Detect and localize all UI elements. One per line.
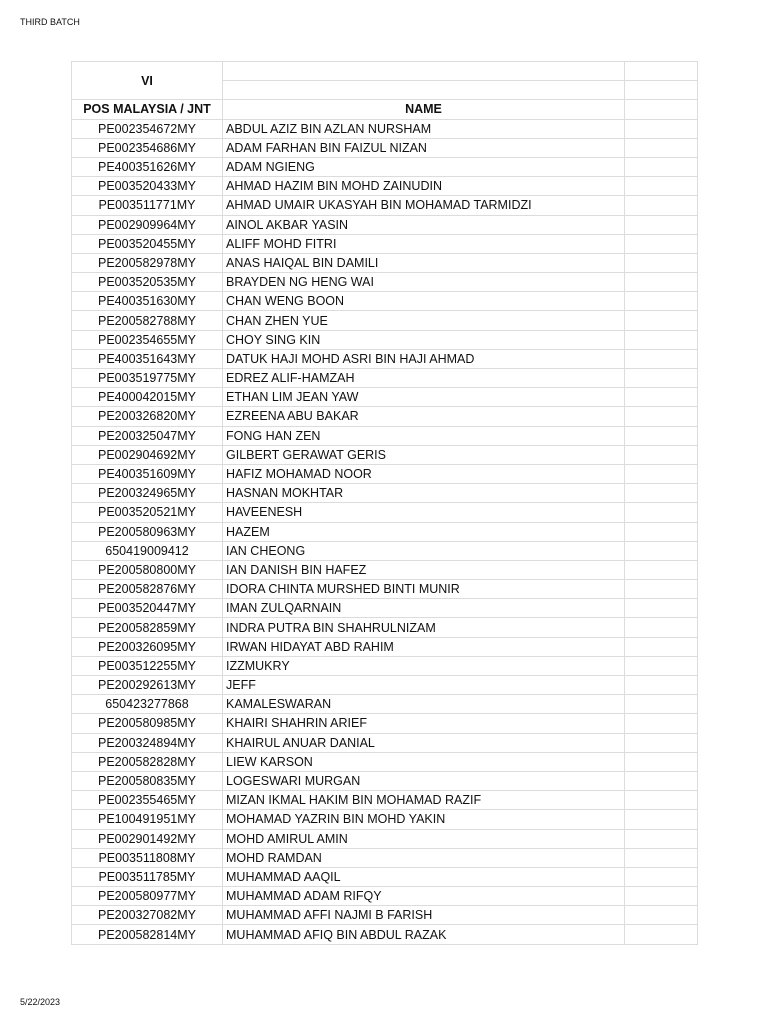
column-header-name: NAME — [223, 100, 625, 119]
blank-cell — [625, 445, 698, 464]
tracking-code-cell: PE200580800MY — [72, 560, 223, 579]
blank-cell — [223, 62, 625, 81]
recipient-name-cell: ALIFF MOHD FITRI — [223, 234, 625, 253]
table-row — [72, 656, 698, 675]
table-row — [72, 637, 698, 656]
tracking-code-cell: PE400351609MY — [72, 464, 223, 483]
tracking-code-cell: PE200582814MY — [72, 925, 223, 944]
recipient-name-cell: IAN CHEONG — [223, 541, 625, 560]
tracking-code-cell: PE100491951MY — [72, 810, 223, 829]
recipient-name-cell: ADAM NGIENG — [223, 157, 625, 176]
table-row — [72, 215, 698, 234]
batch-label: THIRD BATCH — [20, 17, 80, 27]
blank-cell — [625, 503, 698, 522]
blank-cell — [625, 388, 698, 407]
tracking-code-cell: PE200582876MY — [72, 580, 223, 599]
recipient-name-cell: EDREZ ALIF-HAMZAH — [223, 369, 625, 388]
recipient-name-cell: HAFIZ MOHAMAD NOOR — [223, 464, 625, 483]
tracking-code-cell: PE003520535MY — [72, 273, 223, 292]
tracking-code-cell: PE003520433MY — [72, 177, 223, 196]
blank-cell — [625, 714, 698, 733]
blank-cell — [625, 273, 698, 292]
blank-cell — [625, 349, 698, 368]
blank-cell — [625, 253, 698, 272]
blank-cell — [625, 464, 698, 483]
table-row — [72, 234, 698, 253]
table-row — [72, 560, 698, 579]
table-row — [72, 810, 698, 829]
recipient-name-cell: MOHD AMIRUL AMIN — [223, 829, 625, 848]
recipient-name-cell: INDRA PUTRA BIN SHAHRULNIZAM — [223, 618, 625, 637]
recipient-name-cell: KHAIRI SHAHRIN ARIEF — [223, 714, 625, 733]
blank-cell — [625, 771, 698, 790]
table-row — [72, 522, 698, 541]
table-row — [72, 177, 698, 196]
tracking-code-cell: PE002355465MY — [72, 791, 223, 810]
recipient-name-cell: MUHAMMAD AFFI NAJMI B FARISH — [223, 906, 625, 925]
tracking-code-cell: PE200582859MY — [72, 618, 223, 637]
blank-cell — [625, 292, 698, 311]
table-row — [72, 695, 698, 714]
tracking-code-cell: PE003512255MY — [72, 656, 223, 675]
blank-cell — [625, 541, 698, 560]
table-row — [72, 253, 698, 272]
blank-cell — [625, 618, 698, 637]
table-row — [72, 426, 698, 445]
table-row — [72, 906, 698, 925]
table-row — [72, 119, 698, 138]
recipient-name-cell: DATUK HAJI MOHD ASRI BIN HAJI AHMAD — [223, 349, 625, 368]
tracking-code-cell: PE200580985MY — [72, 714, 223, 733]
blank-cell — [625, 522, 698, 541]
tracking-code-cell: PE003520455MY — [72, 234, 223, 253]
recipient-name-cell: CHOY SING KIN — [223, 330, 625, 349]
table-row — [72, 349, 698, 368]
column-header-code: POS MALAYSIA / JNT — [72, 100, 223, 119]
tracking-code-cell: PE200582978MY — [72, 253, 223, 272]
blank-cell — [625, 369, 698, 388]
tracking-code-cell: PE200326820MY — [72, 407, 223, 426]
tracking-code-cell: PE400351626MY — [72, 157, 223, 176]
tracking-code-cell: PE200327082MY — [72, 906, 223, 925]
tracking-code-cell: PE003511808MY — [72, 848, 223, 867]
blank-cell — [223, 81, 625, 100]
recipient-name-cell: ANAS HAIQAL BIN DAMILI — [223, 253, 625, 272]
blank-cell — [625, 752, 698, 771]
tracking-code-cell: PE400351630MY — [72, 292, 223, 311]
table-row — [72, 676, 698, 695]
table-row — [72, 196, 698, 215]
recipient-name-cell: IAN DANISH BIN HAFEZ — [223, 560, 625, 579]
blank-cell — [625, 810, 698, 829]
table-row — [72, 848, 698, 867]
tracking-code-cell: PE200582828MY — [72, 752, 223, 771]
recipient-name-cell: MUHAMMAD AFIQ BIN ABDUL RAZAK — [223, 925, 625, 944]
blank-cell — [625, 138, 698, 157]
table-row — [72, 925, 698, 944]
table-row — [72, 791, 698, 810]
tracking-code-cell: PE003520521MY — [72, 503, 223, 522]
blank-cell — [625, 599, 698, 618]
print-date: 5/22/2023 — [20, 997, 61, 1007]
tracking-code-cell: PE002901492MY — [72, 829, 223, 848]
blank-cell — [625, 906, 698, 925]
recipient-name-cell: ETHAN LIM JEAN YAW — [223, 388, 625, 407]
blank-cell — [625, 330, 698, 349]
recipient-name-cell: HAVEENESH — [223, 503, 625, 522]
recipient-name-cell: LOGESWARI MURGAN — [223, 771, 625, 790]
tracking-code-cell: PE200580963MY — [72, 522, 223, 541]
tracking-code-cell: 650419009412 — [72, 541, 223, 560]
tracking-code-cell: PE002904692MY — [72, 445, 223, 464]
blank-cell — [625, 215, 698, 234]
recipient-name-cell: AHMAD UMAIR UKASYAH BIN MOHAMAD TARMIDZI — [223, 196, 625, 215]
blank-cell — [625, 81, 698, 100]
blank-cell — [625, 311, 698, 330]
table-row — [72, 292, 698, 311]
recipient-name-cell: AINOL AKBAR YASIN — [223, 215, 625, 234]
table-row — [72, 829, 698, 848]
blank-cell — [625, 407, 698, 426]
recipient-name-cell: IZZMUKRY — [223, 656, 625, 675]
table-row — [72, 388, 698, 407]
blank-cell — [625, 925, 698, 944]
tracking-code-cell: PE003519775MY — [72, 369, 223, 388]
recipient-name-cell: IMAN ZULQARNAIN — [223, 599, 625, 618]
recipient-name-cell: MUHAMMAD ADAM RIFQY — [223, 887, 625, 906]
table-row — [72, 541, 698, 560]
blank-cell — [625, 119, 698, 138]
blank-cell — [625, 637, 698, 656]
tracking-code-cell: PE400042015MY — [72, 388, 223, 407]
recipient-name-cell: EZREENA ABU BAKAR — [223, 407, 625, 426]
tracking-code-cell: PE200580835MY — [72, 771, 223, 790]
blank-cell — [625, 196, 698, 215]
tracking-code-cell: 650423277868 — [72, 695, 223, 714]
recipient-name-cell: KHAIRUL ANUAR DANIAL — [223, 733, 625, 752]
tracking-code-cell: PE003520447MY — [72, 599, 223, 618]
recipient-table — [71, 61, 698, 945]
recipient-name-cell: MUHAMMAD AAQIL — [223, 867, 625, 886]
recipient-name-cell: ADAM FARHAN BIN FAIZUL NIZAN — [223, 138, 625, 157]
recipient-name-cell: CHAN WENG BOON — [223, 292, 625, 311]
recipient-name-cell: HAZEM — [223, 522, 625, 541]
recipient-name-cell: GILBERT GERAWAT GERIS — [223, 445, 625, 464]
table-row — [72, 599, 698, 618]
tracking-code-cell: PE200582788MY — [72, 311, 223, 330]
recipient-name-cell: MOHAMAD YAZRIN BIN MOHD YAKIN — [223, 810, 625, 829]
recipient-name-cell: IRWAN HIDAYAT ABD RAHIM — [223, 637, 625, 656]
blank-cell — [625, 234, 698, 253]
table-row — [72, 484, 698, 503]
tracking-code-cell: PE400351643MY — [72, 349, 223, 368]
blank-cell — [625, 695, 698, 714]
recipient-name-cell: HASNAN MOKHTAR — [223, 484, 625, 503]
recipient-name-cell: FONG HAN ZEN — [223, 426, 625, 445]
blank-cell — [625, 867, 698, 886]
table-row — [72, 752, 698, 771]
table-row — [72, 311, 698, 330]
recipient-name-cell: CHAN ZHEN YUE — [223, 311, 625, 330]
tracking-code-cell: PE002354672MY — [72, 119, 223, 138]
table-row — [72, 771, 698, 790]
table-row — [72, 157, 698, 176]
blank-cell — [625, 791, 698, 810]
tracking-code-cell: PE002354655MY — [72, 330, 223, 349]
tracking-code-cell: PE200325047MY — [72, 426, 223, 445]
table-row — [72, 330, 698, 349]
table-row — [72, 618, 698, 637]
table-row — [72, 273, 698, 292]
recipient-name-cell: MIZAN IKMAL HAKIM BIN MOHAMAD RAZIF — [223, 791, 625, 810]
blank-cell — [625, 733, 698, 752]
recipient-name-cell: ABDUL AZIZ BIN AZLAN NURSHAM — [223, 119, 625, 138]
table-row — [72, 464, 698, 483]
recipient-name-cell: AHMAD HAZIM BIN MOHD ZAINUDIN — [223, 177, 625, 196]
blank-cell — [625, 656, 698, 675]
recipient-name-cell: BRAYDEN NG HENG WAI — [223, 273, 625, 292]
table-row — [72, 407, 698, 426]
tracking-code-cell: PE003511771MY — [72, 196, 223, 215]
tracking-code-cell: PE002909964MY — [72, 215, 223, 234]
table-row — [72, 138, 698, 157]
table-row — [72, 580, 698, 599]
recipient-name-cell: JEFF — [223, 676, 625, 695]
recipient-name-cell: IDORA CHINTA MURSHED BINTI MUNIR — [223, 580, 625, 599]
recipient-name-cell: KAMALESWARAN — [223, 695, 625, 714]
table-row — [72, 503, 698, 522]
section-label: VI — [72, 62, 223, 100]
blank-cell — [625, 426, 698, 445]
section-row — [72, 62, 698, 81]
tracking-code-cell: PE200324894MY — [72, 733, 223, 752]
tracking-code-cell: PE200324965MY — [72, 484, 223, 503]
blank-cell — [625, 484, 698, 503]
table-row — [72, 714, 698, 733]
table-row — [72, 733, 698, 752]
tracking-code-cell: PE200580977MY — [72, 887, 223, 906]
tracking-code-cell: PE200292613MY — [72, 676, 223, 695]
table-row — [72, 867, 698, 886]
blank-cell — [625, 560, 698, 579]
blank-cell — [625, 100, 698, 119]
header-row — [72, 100, 698, 119]
blank-cell — [625, 848, 698, 867]
blank-cell — [625, 177, 698, 196]
blank-cell — [625, 157, 698, 176]
blank-cell — [625, 580, 698, 599]
blank-cell — [625, 62, 698, 81]
table-row — [72, 445, 698, 464]
blank-cell — [625, 676, 698, 695]
table-row — [72, 887, 698, 906]
tracking-code-cell: PE002354686MY — [72, 138, 223, 157]
table-row — [72, 369, 698, 388]
blank-cell — [625, 829, 698, 848]
blank-cell — [625, 887, 698, 906]
recipient-name-cell: MOHD RAMDAN — [223, 848, 625, 867]
tracking-code-cell: PE003511785MY — [72, 867, 223, 886]
tracking-code-cell: PE200326095MY — [72, 637, 223, 656]
recipient-name-cell: LIEW KARSON — [223, 752, 625, 771]
